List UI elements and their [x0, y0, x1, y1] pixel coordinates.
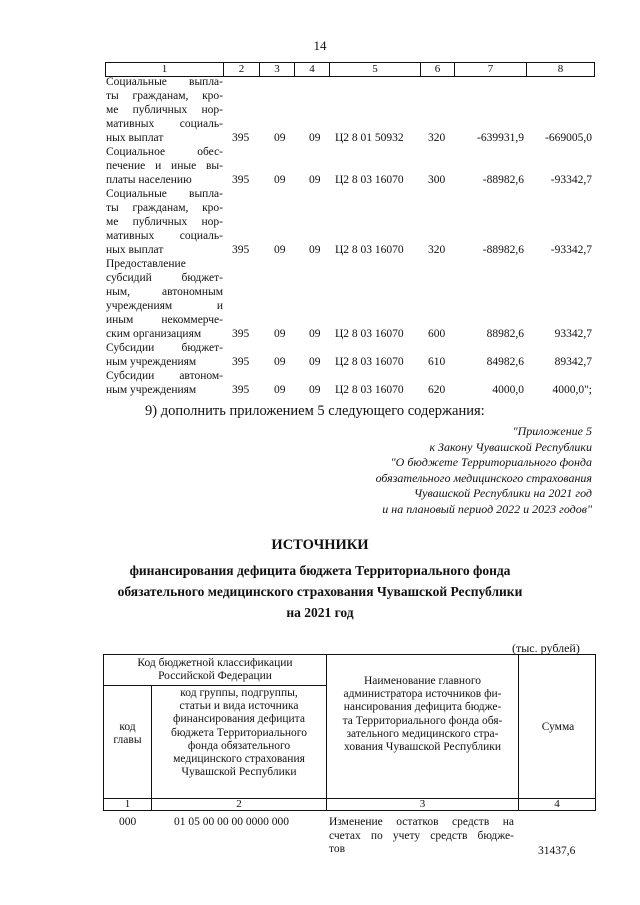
- amendment-paragraph: 9) дополнить приложением 5 следующего содержания:: [145, 403, 485, 419]
- section-code: 09: [274, 174, 286, 186]
- ministry-code: 395: [232, 356, 250, 368]
- section-code: 09: [274, 384, 286, 396]
- subsection-code: 09: [309, 356, 321, 368]
- target-article-code: Ц2 8 03 16070: [335, 328, 404, 340]
- subtitle-line: финансирования дефицита бюджета Территориального фонда: [129, 563, 511, 578]
- expenditure-row-name: Социальные выпла- ты гражданам, кро- ме публичных нор- мативных социаль- ных выплат: [106, 188, 223, 256]
- sources-table-numbers: [103, 798, 596, 811]
- units-label: (тыс. рублей): [512, 641, 580, 655]
- section-code: 09: [274, 244, 286, 256]
- ministry-code: 395: [232, 244, 250, 256]
- sum-2023: 89342,7: [554, 356, 592, 368]
- expense-type-code: 300: [428, 174, 446, 186]
- subtitle-line: обязательного медицинского страхования Чувашской Республики: [117, 584, 523, 599]
- sum-2022: -88982,6: [482, 244, 524, 256]
- subsection-code: 09: [309, 132, 321, 144]
- col-header-3: 3: [259, 63, 294, 76]
- sum-2022: 84982,6: [486, 356, 524, 368]
- appendix-header: [320, 424, 592, 518]
- target-article-code: Ц2 8 03 16070: [335, 356, 404, 368]
- appendix-line: "О бюджете Территориального фонда: [390, 455, 592, 470]
- header-chapter-code: код главы: [113, 721, 142, 747]
- sum-2023: -93342,7: [550, 244, 592, 256]
- ministry-code: 395: [232, 384, 250, 396]
- expense-type-code: 320: [428, 132, 446, 144]
- col-header-8: 8: [526, 63, 595, 76]
- subsection-code: 09: [309, 384, 321, 396]
- col-header-4: 4: [294, 63, 329, 76]
- col-number-3: 3: [419, 798, 426, 810]
- sum-2022: 88982,6: [486, 328, 524, 340]
- expense-type-code: 600: [428, 328, 446, 340]
- expenditure-row-name: Социальное обес- печение и иные вы- платы населению: [106, 146, 223, 186]
- expenditure-row-name: Субсидии бюджет- ным учреждениям: [106, 342, 223, 368]
- section-code: 09: [274, 132, 286, 144]
- ministry-code: 395: [232, 132, 250, 144]
- expense-type-code: 620: [428, 384, 446, 396]
- sum-2023: -93342,7: [550, 174, 592, 186]
- subtitle-line: на 2021 год: [286, 605, 354, 620]
- subsection-code: 09: [309, 244, 321, 256]
- col-header-5: 5: [329, 63, 420, 76]
- header-administrator-name: Наименование главного администратора источников фи- нансирования дефицита бюдже- та Территориального фонда обя- зательного медицинского стра- хования Чувашской Республики: [342, 675, 503, 754]
- appendix-line: Чувашской Республики на 2021 год: [413, 486, 592, 501]
- target-article-code: Ц2 8 03 16070: [335, 174, 404, 186]
- col-header-6: 6: [420, 63, 454, 76]
- target-article-code: Ц2 8 03 16070: [335, 384, 404, 396]
- expense-type-code: 610: [428, 356, 446, 368]
- appendix-line: обязательного медицинского страхования: [375, 470, 592, 485]
- source-sum: 31437,6: [538, 845, 576, 857]
- subsection-code: 09: [309, 174, 321, 186]
- sum-2023: -669005,0: [545, 132, 592, 144]
- chapter-code: 000: [119, 816, 137, 828]
- expense-type-code: 320: [428, 244, 446, 256]
- section-code: 09: [274, 356, 286, 368]
- page-number: 14: [313, 38, 327, 53]
- source-code: 01 05 00 00 00 0000 000: [174, 816, 289, 828]
- expenditure-row-name: Социальные выпла- ты гражданам, кро- ме публичных нор- мативных социаль- ных выплат: [106, 76, 223, 144]
- target-article-code: Ц2 8 03 16070: [335, 244, 404, 256]
- section-code: 09: [274, 328, 286, 340]
- header-sum: Сумма: [541, 721, 575, 733]
- col-header-1: 1: [105, 63, 223, 76]
- expenditure-row-name: Предоставление субсидий бюджет- ным, автономным учреждениям и иным некоммерче- ским организациям: [106, 258, 223, 340]
- subsection-code: 09: [309, 328, 321, 340]
- appendix-line: и на плановый период 2022 и 2023 годов": [382, 501, 592, 516]
- document-title: ИСТОЧНИКИ: [271, 537, 369, 553]
- source-description: Изменение остатков средств на счетах по учету средств бюдже- тов: [329, 816, 514, 855]
- expenditure-row-name: Субсидии автоном- ным учреждениям: [106, 370, 223, 396]
- sources-table-header: [103, 654, 596, 799]
- sum-2022: 4000,0: [492, 384, 524, 396]
- header-group-code: код группы, подгруппы, статьи и вида источника финансирования дефицита бюджета Территориального фонда обязательного медицинского страхования Чувашской Республики: [171, 687, 307, 779]
- appendix-line: к Закону Чувашской Республики: [429, 439, 592, 454]
- col-header-2: 2: [223, 63, 259, 76]
- appendix-line: "Приложение 5: [512, 424, 592, 438]
- ministry-code: 395: [232, 328, 250, 340]
- sum-2022: -88982,6: [482, 174, 524, 186]
- col-number-1: 1: [124, 798, 131, 810]
- divider: [104, 685, 326, 686]
- col-number-4: 4: [554, 798, 560, 810]
- ministry-code: 395: [232, 174, 250, 186]
- sum-2023: 93342,7: [554, 328, 592, 340]
- col-header-7: 7: [454, 63, 526, 76]
- document-subtitle: [0, 560, 640, 623]
- sum-2023: 4000,0";: [552, 384, 592, 396]
- sum-2022: -639931,9: [477, 132, 524, 144]
- col-number-2: 2: [236, 798, 242, 810]
- target-article-code: Ц2 8 01 50932: [335, 132, 404, 144]
- header-budget-classification: Код бюджетной классификации Российской Федерации: [137, 657, 293, 683]
